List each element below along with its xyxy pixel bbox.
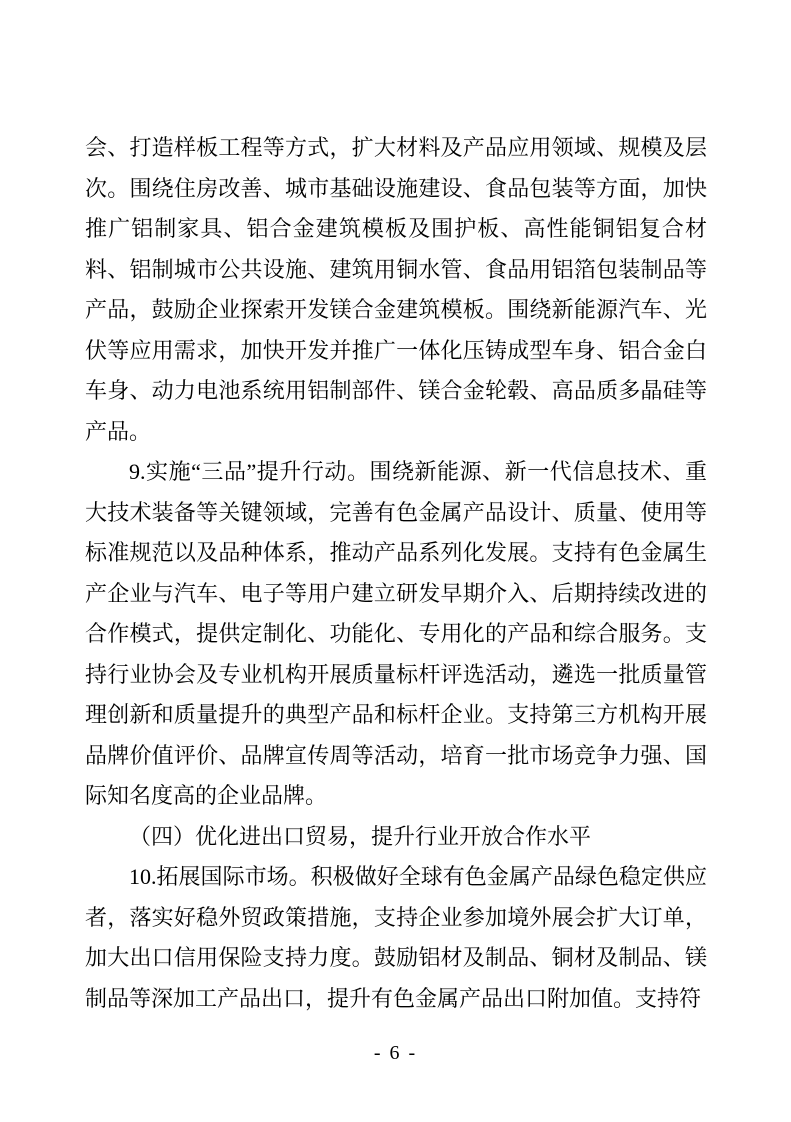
document-body <box>85 128 707 1019</box>
page-number: - 6 - <box>373 1042 418 1064</box>
paragraph-item-10: 10.拓展国际市场。积极做好全球有色金属产品绿色稳定供应者，落实好稳外贸政策措施，支持企业参加境外展会扩大订单，加大出口信用保险支持力度。鼓励铝材及制品、铜材及制品、镁制品等深加工产品出口，提升有色金属产品出口附加值。支持符 <box>85 864 707 1011</box>
paragraph-continuation: 会、打造样板工程等方式，扩大材料及产品应用领域、规模及层次。围绕住房改善、城市基础设施建设、食品包装等方面，加快推广铝制家具、铝合金建筑模板及围护板、高性能铜铝复合材料、铝制城市公共设施、建筑用铜水管、食品用铝箔包装制品等产品，鼓励企业探索开发镁合金建筑模板。围绕新能源汽车、光伏等应用需求，加快开发并推广一体化压铸成型车身、铝合金白车身、动力电池系统用铝制部件、镁合金轮毂、高品质多晶硅等产品。 <box>85 135 707 444</box>
paragraph-item-9: 9.实施“三品”提升行动。围绕新能源、新一代信息技术、重大技术装备等关键领域，完善有色金属产品设计、质量、使用等标准规范以及品种体系，推动产品系列化发展。支持有色金属生产企业与汽车、电子等用户建立研发早期介入、后期持续改进的合作模式，提供定制化、功能化、专用化的产品和综合服务。支持行业协会及专业机构开展质量标杆评选活动，遴选一批质量管理创新和质量提升的典型产品和标杆企业。支持第三方机构开展品牌价值评价、品牌宣传周等活动，培育一批市场竞争力强、国际知名度高的企业品牌。 <box>85 459 707 808</box>
section-heading-4: （四）优化进出口贸易，提升行业开放合作水平 <box>129 823 592 849</box>
